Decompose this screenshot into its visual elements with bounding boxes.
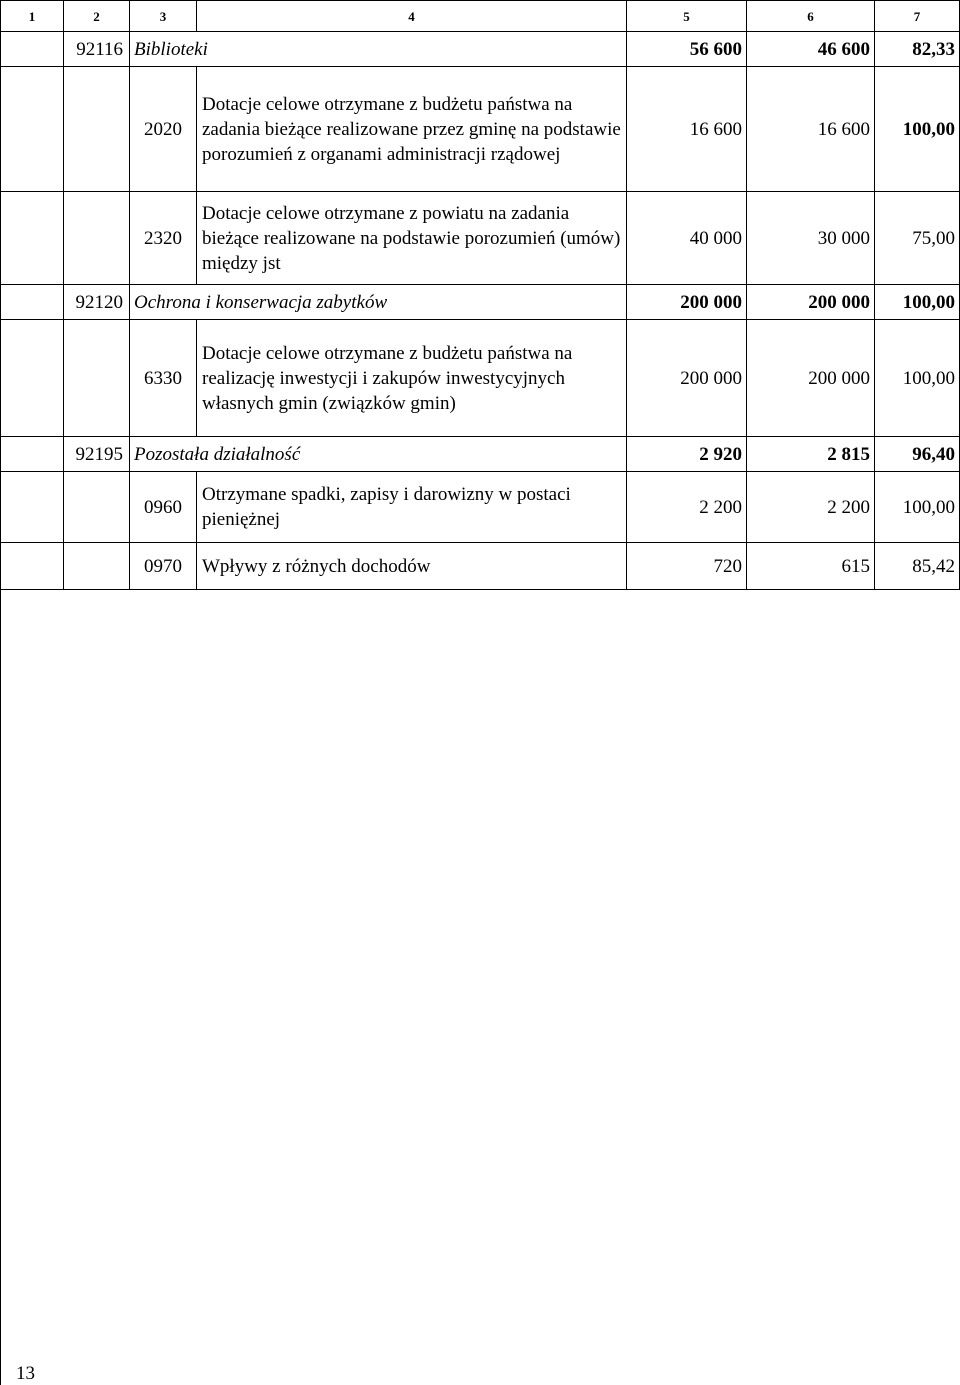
paragraph-col7: 100,00 [875, 320, 960, 437]
section-name: Biblioteki [130, 32, 627, 67]
paragraph-description: Dotacje celowe otrzymane z budżetu państwa na realizację inwestycji i zakupów inwestycyjnych własnych gmin (związków gmin) [197, 320, 627, 437]
section-col7: 100,00 [875, 285, 960, 320]
paragraph-col6: 615 [747, 543, 875, 590]
section-row-92120 [1, 285, 960, 320]
paragraph-col7: 75,00 [875, 192, 960, 285]
column-number-header [1, 1, 960, 32]
paragraph-col5: 40 000 [627, 192, 747, 285]
section-row-92195 [1, 437, 960, 472]
page-number: 13 [16, 1363, 35, 1384]
section-col5: 200 000 [627, 285, 747, 320]
paragraph-col5: 16 600 [627, 67, 747, 192]
paragraph-col7: 100,00 [875, 472, 960, 543]
header-cell-5: 5 [627, 1, 747, 32]
paragraph-description: Otrzymane spadki, zapisy i darowizny w postaci pieniężnej [197, 472, 627, 543]
paragraph-code: 2320 [130, 192, 197, 285]
paragraph-description: Wpływy z różnych dochodów [197, 543, 627, 590]
paragraph-col6: 200 000 [747, 320, 875, 437]
page-margin-line [0, 541, 1, 1385]
table-row [1, 67, 960, 192]
paragraph-col5: 2 200 [627, 472, 747, 543]
header-cell-4: 4 [197, 1, 627, 32]
paragraph-code: 2020 [130, 67, 197, 192]
paragraph-code: 0960 [130, 472, 197, 543]
header-cell-1: 1 [1, 1, 64, 32]
header-cell-3: 3 [130, 1, 197, 32]
header-cell-7: 7 [875, 1, 960, 32]
section-code: 92116 [64, 32, 130, 67]
paragraph-col6: 16 600 [747, 67, 875, 192]
paragraph-description: Dotacje celowe otrzymane z budżetu państwa na zadania bieżące realizowane przez gminę na podstawie porozumień z organami administracji rządowej [197, 67, 627, 192]
paragraph-col5: 720 [627, 543, 747, 590]
section-col5: 2 920 [627, 437, 747, 472]
section-name: Pozostała działalność [130, 437, 627, 472]
paragraph-description: Dotacje celowe otrzymane z powiatu na zadania bieżące realizowane na podstawie porozumień (umów) między jst [197, 192, 627, 285]
section-col5: 56 600 [627, 32, 747, 67]
paragraph-col5: 200 000 [627, 320, 747, 437]
section-code: 92195 [64, 437, 130, 472]
table-row [1, 320, 960, 437]
paragraph-col7: 85,42 [875, 543, 960, 590]
section-col6: 2 815 [747, 437, 875, 472]
section-code: 92120 [64, 285, 130, 320]
table-row [1, 192, 960, 285]
section-row-92116 [1, 32, 960, 67]
section-col6: 200 000 [747, 285, 875, 320]
header-cell-2: 2 [64, 1, 130, 32]
budget-table [0, 0, 960, 590]
header-cell-6: 6 [747, 1, 875, 32]
paragraph-col6: 2 200 [747, 472, 875, 543]
section-col6: 46 600 [747, 32, 875, 67]
paragraph-code: 6330 [130, 320, 197, 437]
table-row [1, 543, 960, 590]
paragraph-col7: 100,00 [875, 67, 960, 192]
paragraph-col6: 30 000 [747, 192, 875, 285]
table-row [1, 472, 960, 543]
section-col7: 82,33 [875, 32, 960, 67]
section-name: Ochrona i konserwacja zabytków [130, 285, 627, 320]
paragraph-code: 0970 [130, 543, 197, 590]
section-col7: 96,40 [875, 437, 960, 472]
